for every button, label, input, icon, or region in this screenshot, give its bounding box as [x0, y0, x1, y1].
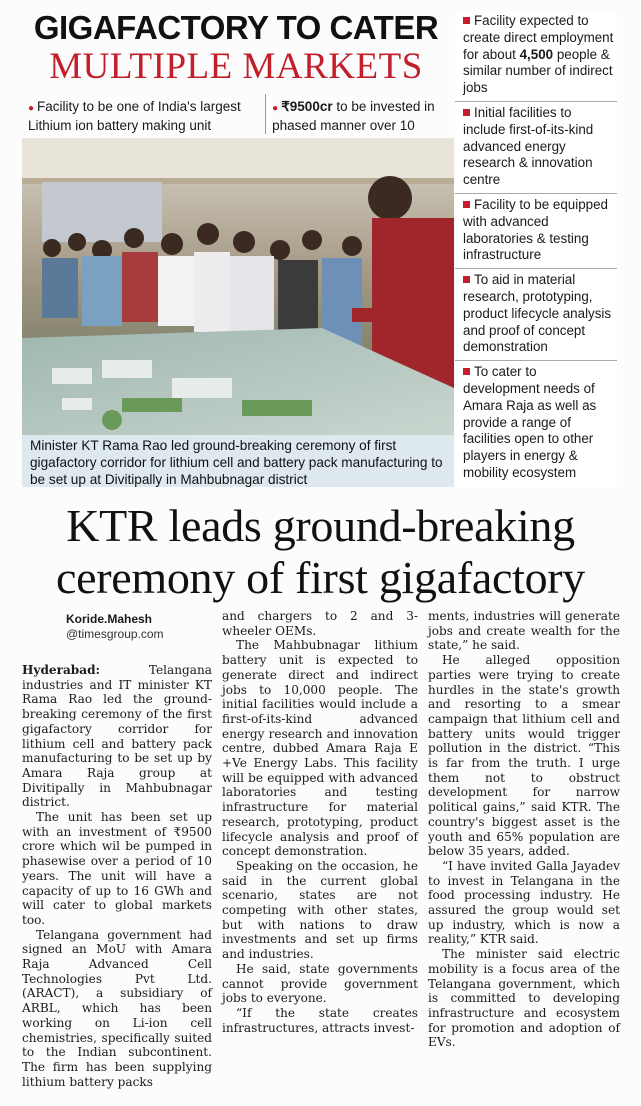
dateline: Hyderabad: — [22, 663, 101, 677]
key-facts — [22, 94, 454, 134]
article-column-3 — [428, 609, 620, 1050]
photo-caption: Minister KT Rama Rao led ground-breaking ceremony of first gigafactory corridor for lithium cell and battery pack manufacturing to be set up at Divitipally in Mahbubnagar district — [22, 435, 454, 487]
highlight-text: To cater to development needs of Amara Raja as well as provide a range of facilities open to other players in energy & mobility ecosystem — [463, 364, 597, 480]
main-headline-line1: KTR leads ground-breaking — [66, 500, 575, 551]
highlight-item — [455, 269, 617, 361]
highlight-text: people & similar number of indirect jobs — [463, 46, 613, 96]
article-paragraph: and chargers to 2 and 3-wheeler OEMs. — [222, 609, 418, 638]
article-column-2 — [222, 609, 418, 1035]
fact-text: to be invested in phased manner over 10 — [272, 99, 435, 133]
highlight-number: 4,500 — [519, 46, 554, 62]
highlight-text: Initial facilities to include first-of-its-kind advanced energy research & innovation centre — [463, 104, 594, 188]
article-paragraph: The Mahbubnagar lithium battery unit is expected to generate direct and indirect jobs to 10,000 people. The initial facilities would include a first-of-its-kind advanced energy research and innovation centre, dubbed Amara Raja E +Ve Energy Labs. This facility will be equipped with advanced laboratories and testing infrastructure for material research, prototyping, product lifecycle analysis and proof of concept demonstration. — [222, 638, 418, 859]
highlight-text: Facility to be equipped with advanced laboratories & testing infrastructure — [463, 196, 608, 263]
highlight-text: Facility expected to create direct employment for about — [463, 13, 614, 62]
square-bullet-icon — [463, 276, 470, 283]
article-paragraph: The unit has been set up with an investment of ₹9500 crore which wil be pumped in phasewise over a period of 10 years. The unit will have a capacity of up to 16 GWh and will cater to global markets too. — [22, 810, 212, 927]
square-bullet-icon — [463, 109, 470, 116]
author-email: @timesgroup.com — [66, 627, 164, 641]
bullet-icon: ● — [28, 103, 35, 114]
fact-item — [266, 94, 454, 134]
byline — [22, 612, 212, 642]
article-paragraph: Speaking on the occasion, he said in the current global scenario, states are not competing with other states, but with nations to draw investments and set up firms and industries. — [222, 858, 418, 962]
highlight-item — [455, 361, 617, 486]
article-paragraph: “I have invited Galla Jayadev to invest in Telangana in the food processing industry. He assured the group would set up industry, which is now a reality,” KTR said. — [428, 858, 620, 947]
article-paragraph: He said, state governments cannot provide government jobs to everyone. — [222, 961, 418, 1006]
main-headline-line2: ceremony of first gigafactory — [55, 552, 585, 603]
fact-text: Facility to be one of India's largest Lithium ion battery making unit — [28, 99, 241, 133]
highlight-item — [455, 10, 617, 102]
highlight-item — [455, 102, 617, 194]
top-headline-line1: GIGAFACTORY TO CATER — [33, 9, 439, 46]
main-headline — [10, 500, 631, 604]
photo-illustration — [22, 138, 454, 435]
article-paragraph: The minister said electric mobility is a focus area of the Telangana government, which is committed to developing infrastructure and ecosystem for promotion and adoption of EVs. — [428, 947, 620, 1050]
highlight-item — [455, 194, 617, 269]
author-name: Koride.Mahesh — [66, 612, 153, 626]
article-column-1 — [22, 663, 212, 1089]
article-paragraph: “If the state creates infrastructures, attracts invest- — [222, 1005, 418, 1035]
article-paragraph — [22, 663, 212, 810]
square-bullet-icon — [463, 368, 470, 375]
square-bullet-icon — [463, 17, 470, 24]
top-headline — [22, 10, 450, 86]
article-paragraph: ments, industries will generate jobs and create wealth for the state,” he said. — [428, 609, 620, 653]
square-bullet-icon — [463, 201, 470, 208]
ceremony-photo — [22, 138, 454, 435]
article-paragraph: Telangana government had signed an MoU with Amara Raja Advanced Cell Technologies Pvt Ltd. (ARACT), a subsidiary of ARBL, which has been working on Li-ion cell chemistries, specifically suited to the Indian subcontinent. The firm has been supplying lithium battery packs — [22, 927, 212, 1089]
fact-amount: ₹9500cr — [281, 99, 333, 114]
fact-item — [22, 94, 266, 134]
paragraph-text: Telangana industries and IT minister KT Rama Rao led the ground-breaking ceremony of the first gigafactory corridor for lithium cell and battery pack manufacturing to be set up by Amara Raja group at Divitipally in Mahbubnagar district. — [22, 663, 212, 810]
bullet-icon: ● — [272, 103, 279, 114]
top-headline-line2: MULTIPLE MARKETS — [49, 46, 423, 87]
highlights-sidebar — [455, 10, 617, 487]
article-paragraph: He alleged opposition parties were trying to create hurdles in the state's growth and resorting to a smear campaign that lithium cell and battery units would trigger pollution in the district. “This is far from the truth. I urge them not to obstruct development for narrow political gains,” said KTR. The country's biggest asset is the youth and 65% population are below 35 years, added. — [428, 653, 620, 859]
highlight-text: To aid in material research, prototyping, product lifecycle analysis and proof of concept demonstration — [463, 272, 612, 355]
